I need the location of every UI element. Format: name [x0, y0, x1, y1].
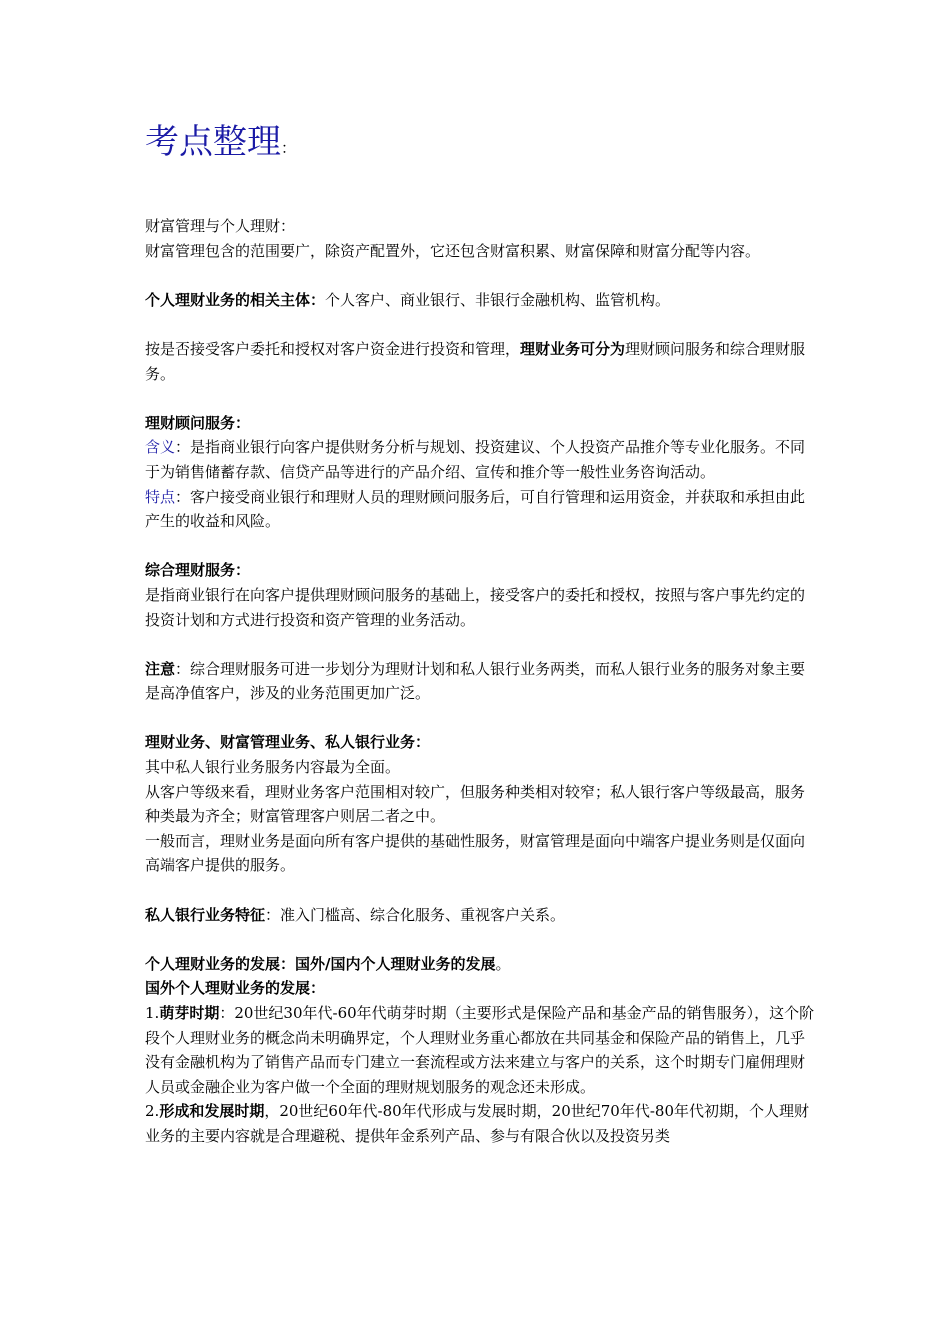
- bold-label: 个人理财业务的相关主体：: [145, 290, 326, 309]
- bold-label: 注意: [145, 659, 176, 678]
- section-heading: 个人理财业务的发展：国外/国内个人理财业务的发展。: [145, 954, 511, 973]
- paragraph: 按是否接受客户委托和授权对客户资金进行投资和管理，理财业务可分为理财顾问服务和综合理财服务。: [145, 339, 806, 383]
- list-item: 1.萌芽时期：20世纪30年代-60年代萌芽时期（主要形式是保险产品和基金产品的销售服务），这个阶段个人理财业务的概念尚未明确界定，个人理财业务重心都放在共同基金和保险产品的销售上，几乎没有金融机构为了销售产品而专门建立一套流程或方法来建立与客户的关系，这个时期专门雇佣理财人员或金融企业为客户做一个全面的理财规划服务的观念还未形成。: [145, 1004, 815, 1096]
- section-heading: 综合理财服务：: [145, 561, 251, 580]
- paragraph: 含义：是指商业银行向客户提供财务分析与规划、投资建议、个人投资产品推介等专业化服务。不同于为销售储蓄存款、信贷产品等进行的产品介绍、宣传和推介等一般性业务咨询活动。: [145, 438, 806, 481]
- title-text: 考点整理: [145, 122, 281, 162]
- term-label: 特点: [145, 487, 176, 506]
- list-item: 2.形成和发展时期，20世纪60年代-80年代形成与发展时期，20世纪70年代-80年代初期，个人理财业务的主要内容就是合理避税、提供年金系列产品、参与有限合伙以及投资另类: [145, 1102, 809, 1145]
- paragraph: 其中私人银行业务服务内容最为全面。: [145, 758, 401, 777]
- paragraph: 私人银行业务特征：准入门槛高、综合化服务、重视客户关系。: [145, 905, 566, 924]
- term-label: 含义: [145, 438, 176, 457]
- paragraph: 注意：综合理财服务可进一步划分为理财计划和私人银行业务两类，而私人银行业务的服务对象主要是高净值客户，涉及的业务范围更加广泛。: [145, 659, 806, 703]
- paragraph: 个人理财业务的相关主体：个人客户、商业银行、非银行金融机构、监管机构。: [145, 290, 671, 309]
- section-heading: 财富管理与个人理财：: [145, 217, 296, 235]
- section-heading: 理财顾问服务：: [145, 413, 251, 432]
- paragraph: 是指商业银行在向客户提供理财顾问服务的基础上，接受客户的委托和授权，按照与客户事先约定的投资计划和方式进行投资和资产管理的业务活动。: [145, 585, 806, 629]
- section-heading: 理财业务、财富管理业务、私人银行业务：: [145, 733, 431, 752]
- paragraph: 特点：客户接受商业银行和理财人员的理财顾问服务后，可自行管理和运用资金，并获取和承担由此产生的收益和风险。: [145, 487, 806, 531]
- section-subheading: 国外个人理财业务的发展：: [145, 979, 326, 998]
- paragraph: 一般而言，理财业务是面向所有客户提供的基础性服务，财富管理是面向中端客户提业务则是仅面向高端客户提供的服务。: [145, 831, 806, 875]
- paragraph: 财富管理包含的范围要广，除资产配置外，它还包含财富积累、财富保障和财富分配等内容。: [145, 241, 761, 260]
- document-content: [145, 118, 815, 1149]
- title-colon: ：: [281, 139, 297, 157]
- page-title: [145, 118, 815, 172]
- paragraph: 从客户等级来看，理财业务客户范围相对较广，但服务种类相对较窄；私人银行客户等级最高，服务种类最为齐全；财富管理客户则居二者之中。: [145, 782, 806, 826]
- bold-label: 私人银行业务特征: [145, 905, 266, 924]
- bold-label: 理财业务可分为: [520, 339, 626, 358]
